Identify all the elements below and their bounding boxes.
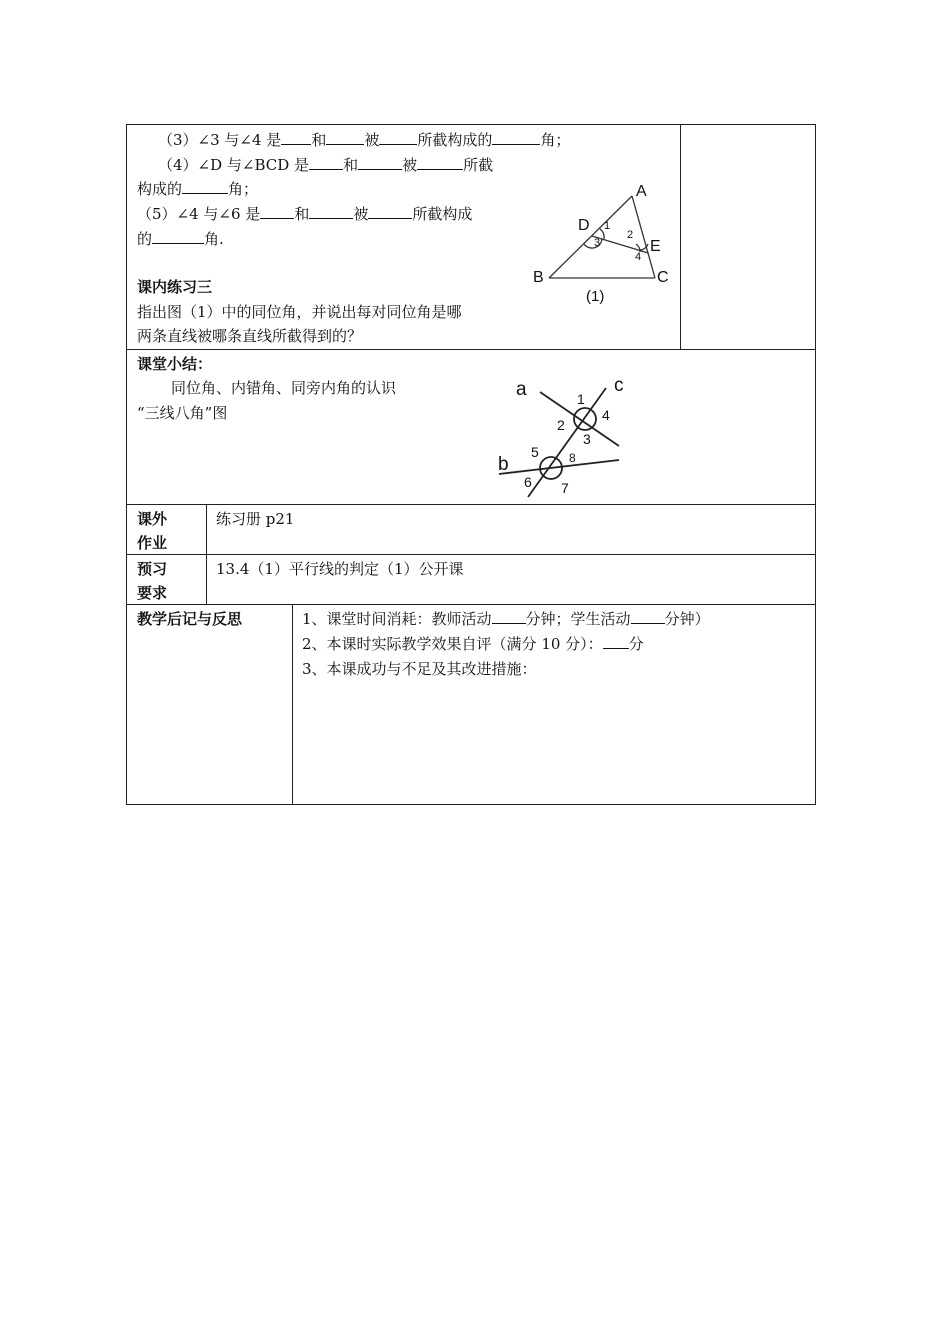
figure-caption: (1) xyxy=(586,288,605,305)
vertex-label-e: E xyxy=(650,238,661,255)
preview-label-line2: 要求 xyxy=(137,584,168,602)
item-4-word-and: 和 xyxy=(343,156,359,174)
reflection-item-1-c: 分钟） xyxy=(664,610,710,628)
exercise-3-heading: 课内练习三 xyxy=(137,278,213,296)
reflection-item-3: 3、本课成功与不足及其改进措施： xyxy=(302,660,537,678)
answer-blank[interactable] xyxy=(260,204,294,219)
item-5-prefix: （5）∠4 与∠6 是 xyxy=(137,205,261,223)
answer-blank[interactable] xyxy=(358,155,402,170)
score-blank[interactable] xyxy=(603,634,629,649)
angle-label-4: 4 xyxy=(635,251,642,263)
answer-blank[interactable] xyxy=(152,229,204,244)
line-label-b: b xyxy=(498,454,509,475)
angle-label-2: 2 xyxy=(627,229,634,241)
exercise-3-line2: 两条直线被哪条直线所截得到的？ xyxy=(137,327,363,345)
item-3-word-cut: 所截构成的 xyxy=(417,131,493,149)
item-3-word-and: 和 xyxy=(311,131,327,149)
reflection-label: 教学后记与反思 xyxy=(137,610,243,628)
homework-label-line2: 作业 xyxy=(137,534,168,552)
answer-blank[interactable] xyxy=(309,155,343,170)
item-3-word-angle: 角； xyxy=(540,131,571,149)
answer-blank[interactable] xyxy=(379,130,417,145)
angle-label-3: 3 xyxy=(594,237,601,249)
angle-label-1: 1 xyxy=(577,391,585,407)
triangle-figure xyxy=(520,176,680,306)
answer-blank[interactable] xyxy=(492,130,540,145)
item-5-word-by: 被 xyxy=(353,205,369,223)
student-minutes-blank[interactable] xyxy=(631,609,665,624)
preview-label-line1: 预习 xyxy=(137,560,168,578)
item-5-word-cut: 所截构成 xyxy=(412,205,473,223)
preview-content: 13.4（1）平行线的判定（1）公开课 xyxy=(216,560,464,578)
answer-blank[interactable] xyxy=(326,130,364,145)
reflection-item-2-b: 分 xyxy=(628,635,644,653)
exercise-3-line1: 指出图（1）中的同位角，并说出每对同位角是哪 xyxy=(137,303,462,321)
angle-label-8: 8 xyxy=(569,451,576,465)
reflection-item-2 xyxy=(302,634,644,654)
item-4-prefix: （4）∠D 与∠BCD 是 xyxy=(158,156,310,174)
item-3-word-by: 被 xyxy=(364,131,380,149)
vertex-label-a: A xyxy=(636,183,647,200)
line-label-a: a xyxy=(516,379,527,400)
angle-label-5: 5 xyxy=(531,444,539,460)
vertex-label-b: B xyxy=(533,269,544,286)
angle-label-7: 7 xyxy=(561,480,569,496)
angle-label-2: 2 xyxy=(557,417,565,433)
answer-blank[interactable] xyxy=(368,204,412,219)
angle-label-3: 3 xyxy=(583,431,591,447)
angle-label-1: 1 xyxy=(604,220,611,232)
item-3-prefix: （3）∠3 与∠4 是 xyxy=(158,131,282,149)
item-4-line2-b: 角； xyxy=(228,180,259,198)
summary-line1: 同位角、内错角、同旁内角的认识 xyxy=(171,379,397,397)
line-label-c: c xyxy=(614,375,624,396)
homework-content: 练习册 p21 xyxy=(216,510,295,528)
answer-blank[interactable] xyxy=(281,130,311,145)
vertex-label-d: D xyxy=(578,217,590,234)
item-5-word-and: 和 xyxy=(294,205,310,223)
teacher-minutes-blank[interactable] xyxy=(492,609,526,624)
item-5-line2-b: 角. xyxy=(204,230,224,248)
summary-heading: 课堂小结： xyxy=(137,355,213,373)
answer-blank[interactable] xyxy=(417,155,463,170)
item-4-line2-a: 构成的 xyxy=(137,180,183,198)
angle-label-6: 6 xyxy=(524,474,532,490)
angle-label-4: 4 xyxy=(602,407,610,423)
item-5-line2-a: 的 xyxy=(137,230,153,248)
three-lines-figure xyxy=(494,374,634,500)
answer-blank[interactable] xyxy=(309,204,353,219)
summary-line2: “三线八角”图 xyxy=(137,404,228,422)
homework-label-line1: 课外 xyxy=(137,510,168,528)
reflection-item-1 xyxy=(302,609,710,629)
reflection-item-1-a: 1、课堂时间消耗：教师活动 xyxy=(302,610,492,628)
vertex-label-c: C xyxy=(657,269,669,286)
item-4-word-by: 被 xyxy=(402,156,418,174)
item-4-word-cut: 所截 xyxy=(463,156,494,174)
reflection-item-1-b: 分钟；学生活动 xyxy=(525,610,631,628)
answer-blank[interactable] xyxy=(182,179,228,194)
reflection-item-2-a: 2、本课时实际教学效果自评（满分 10 分）： xyxy=(302,635,603,653)
